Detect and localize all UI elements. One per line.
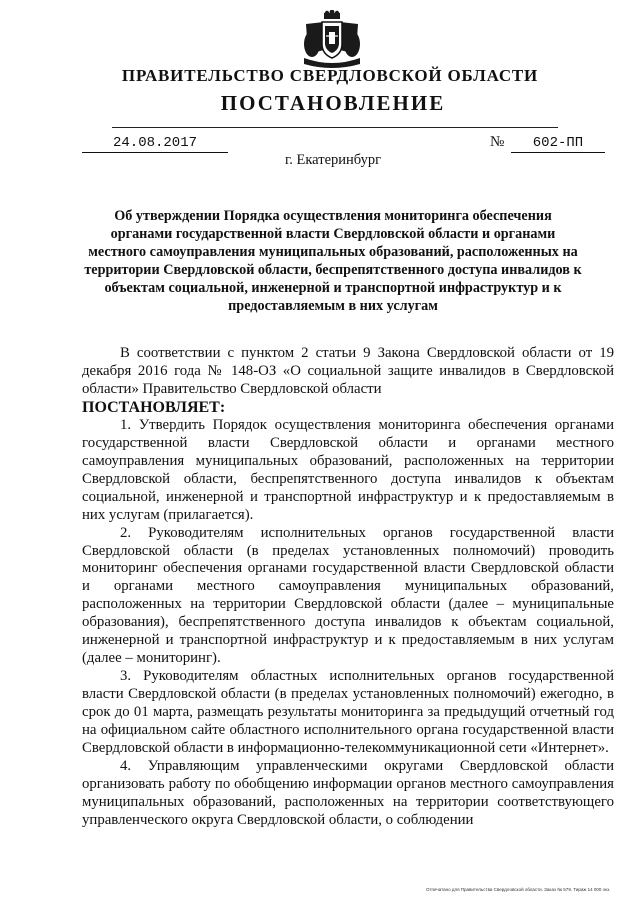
organization-name: ПРАВИТЕЛЬСТВО СВЕРДЛОВСКОЙ ОБЛАСТИ (121, 66, 539, 85)
print-note: Отпечатано для Правительства Свердловской области. Заказ № 579. Тираж 14 000 экз. (426, 887, 611, 892)
clause-4: 4. Управляющим управленческими округами Свердловской области организовать работу по обобщению информации органов местного самоуправления муниципальных образований, расположенных на территории соответствующего управленческого округа Свердловской области, о соблюдении (82, 757, 614, 828)
number-label: № (490, 134, 505, 150)
coat-of-arms-icon (296, 10, 368, 70)
clause-2: 2. Руководителям исполнительных органов государственной власти Свердловской области (в пределах установленных полномочий) проводить мониторинг обеспечения органами государственной власти Свердловской области и органами местного самоуправления муниципальных образований, расположенных на территории Свердловской области (далее – муниципальные образования), беспрепятственного доступа инвалидов к объектам социальной, инженерной и транспортной инфраструктур и к предоставляемым в них услугам (далее – мониторинг). (82, 524, 614, 667)
document-type: ПОСТАНОВЛЕНИЕ (220, 91, 446, 115)
decree-heading: ПОСТАНОВЛЯЕТ: (82, 398, 226, 416)
clause-1: 1. Утвердить Порядок осуществления мониторинга обеспечения органами государственной власти Свердловской области и органами местного самоуправления муниципальных образований, расположенных на территории Свердловской области, беспрепятственного доступа инвалидов к объектам социальной, инженерной и транспортной инфраструктур и к предоставляемым в них услугам (прилагается). (82, 416, 614, 523)
document-title: Об утверждении Порядка осуществления мониторинга обеспечения органами государственной власти Свердловской области и органами местного самоуправления муниципальных образований, расположенных на территории Свердловской области, беспрепятственного доступа инвалидов к объектам социальной, инженерной и транспортной инфраструктур и к предоставляемым в них услугам (84, 208, 582, 314)
city: г. Екатеринбург (284, 152, 382, 168)
document-body (82, 345, 614, 830)
header-divider (112, 127, 558, 128)
preamble: В соответствии с пунктом 2 статьи 9 Закона Свердловской области от 19 декабря 2016 года № 148-ОЗ «О социальной защите инвалидов в Свердловской области» Правительство Свердловской области (82, 345, 614, 397)
document-date: 24.08.2017 (82, 135, 228, 153)
clause-3: 3. Руководителям областных исполнительных органов государственной власти Свердловской области (в пределах установленных полномочий) ежегодно, в срок до 01 марта, размещать результаты мониторинга за предыдущий отчетный год на официальном сайте областного исполнительного органа государственной власти Свердловской области в информационно-телекоммуникационной сети «Интернет». (82, 668, 614, 757)
document-number: 602-ПП (511, 135, 605, 153)
